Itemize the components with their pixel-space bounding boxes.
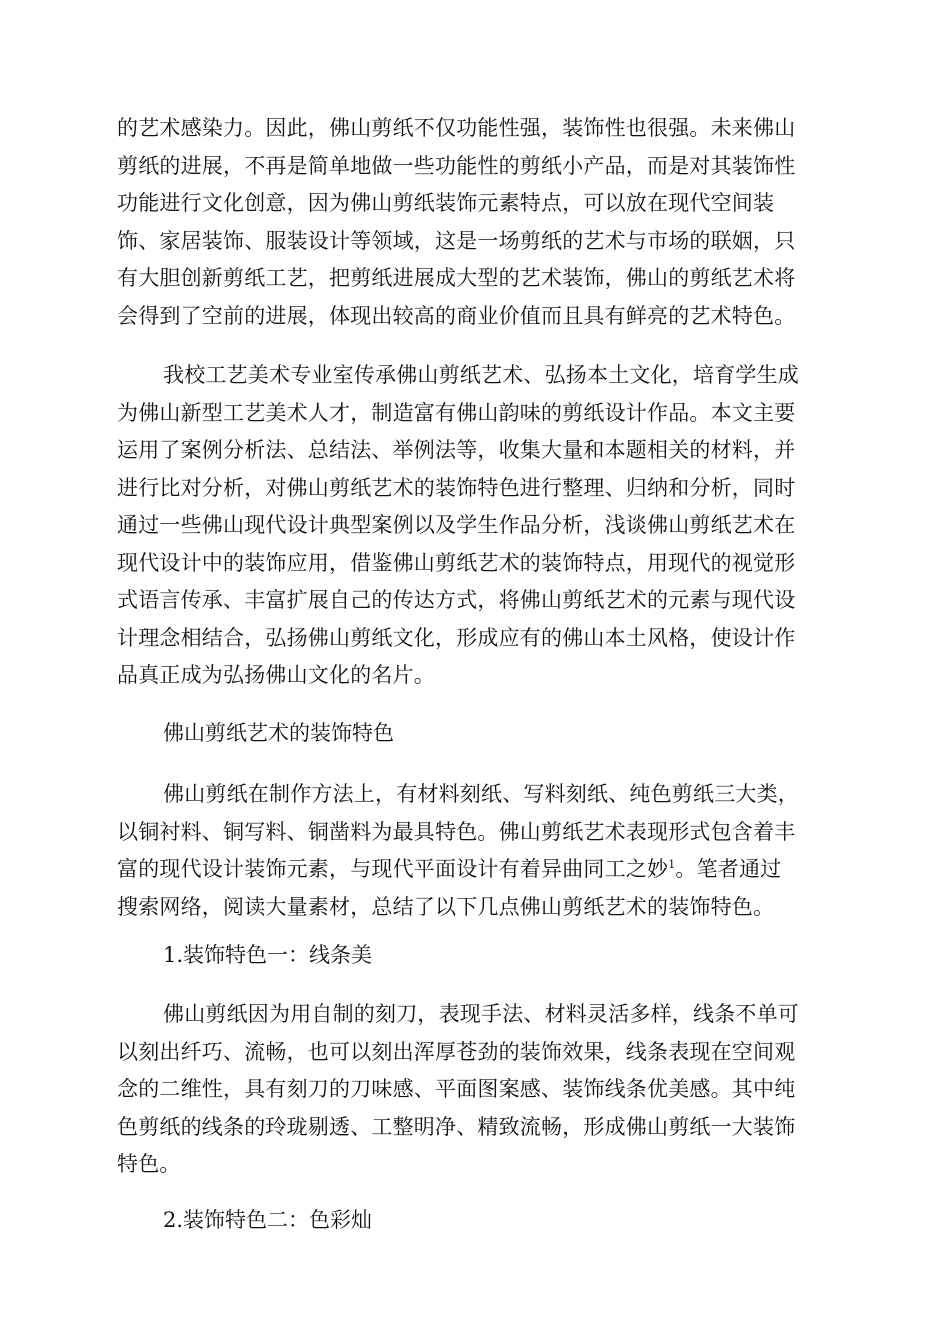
paragraph-1 — [117, 110, 833, 335]
paragraph-line: 计理念相结合，弘扬佛山剪纸文化，形成应有的佛山本土风格，使设计作 — [117, 625, 796, 650]
paragraph-3 — [117, 776, 833, 926]
paragraph-4 — [117, 996, 833, 1184]
paragraph-line: 佛山剪纸因为用自制的刻刀，表现手法、材料灵活多样，线条不单可 — [163, 1002, 799, 1026]
paragraph-line: 剪纸的进展，不再是简单地做一些功能性的剪纸小产品，而是对其装饰性 — [117, 153, 796, 178]
paragraph-line: 色剪纸的线条的玲珑剔透、工整明净、精致流畅，形成佛山剪纸一大装饰 — [117, 1114, 796, 1139]
paragraph-line: 现代设计中的装饰应用，借鉴佛山剪纸艺术的装饰特点，用现代的视觉形 — [117, 550, 796, 575]
paragraph-line: 品真正成为弘扬佛山文化的名片。 — [117, 663, 435, 687]
paragraph-line: 有大胆创新剪纸工艺，把剪纸进展成大型的艺术装饰，佛山的剪纸艺术将 — [117, 266, 796, 290]
feature-one-heading: 1.装饰特色一：线条美 — [163, 943, 373, 967]
paragraph-line: 以刻出纤巧、流畅，也可以刻出浑厚苍劲的装饰效果，线条表现在空间观 — [117, 1039, 796, 1064]
paragraph-line: 为佛山新型工艺美术人才，制造富有佛山韵味的剪纸设计作品。本文主要 — [117, 400, 796, 425]
footnote-marker[interactable]: 1 — [668, 858, 676, 871]
footnote-context-text: 富的现代设计装饰元素，与现代平面设计有着异曲同工之妙 — [117, 857, 669, 881]
paragraph-line: 运用了案例分析法、总结法、举例法等，收集大量和本题相关的材料，并 — [117, 438, 796, 462]
paragraph-line: 佛山剪纸在制作方法上，有材料刻纸、写料刻纸、纯色剪纸三大类， — [163, 782, 799, 806]
feature-two-heading: 2.装饰特色二：色彩灿 — [163, 1208, 373, 1232]
paragraph-line: 的艺术感染力。因此，佛山剪纸不仅功能性强，装饰性也很强。未来佛山 — [117, 116, 796, 140]
paragraph-line: 功能进行文化创意，因为佛山剪纸装饰元素特点，可以放在现代空间装 — [117, 191, 775, 215]
section-heading: 佛山剪纸艺术的装饰特色 — [163, 721, 394, 745]
paragraph-line: 会得到了空前的进展，体现出较高的商业价值而且具有鲜亮的艺术特色。 — [117, 303, 796, 328]
paragraph-line: 特色。 — [117, 1152, 181, 1176]
paragraph-line: 进行比对分析，对佛山剪纸艺术的装饰特色进行整理、归纳和分析，同时 — [117, 475, 796, 500]
paragraph-line: 式语言传承、丰富扩展自己的传达方式，将佛山剪纸艺术的元素与现代设 — [117, 588, 796, 612]
paragraph-2 — [117, 357, 833, 695]
paragraph-line — [117, 851, 833, 889]
paragraph-line: 我校工艺美术专业室传承佛山剪纸艺术、弘扬本土文化，培育学生成 — [163, 363, 799, 387]
paragraph-line: 以铜衬料、铜写料、铜凿料为最具特色。佛山剪纸艺术表现形式包含着丰 — [117, 819, 796, 844]
paragraph-line: 饰、家居装饰、服装设计等领域，这是一场剪纸的艺术与市场的联姻，只 — [117, 228, 796, 253]
paragraph-line: 通过一些佛山现代设计典型案例以及学生作品分析，浅谈佛山剪纸艺术在 — [117, 513, 796, 537]
footnote-after-text: 。笔者通过 — [675, 857, 782, 881]
paragraph-line: 念的二维性，具有刻刀的刀味感、平面图案感、装饰线条优美感。其中纯 — [117, 1077, 796, 1101]
paragraph-line: 搜索网络，阅读大量素材，总结了以下几点佛山剪纸艺术的装饰特色。 — [117, 894, 775, 919]
